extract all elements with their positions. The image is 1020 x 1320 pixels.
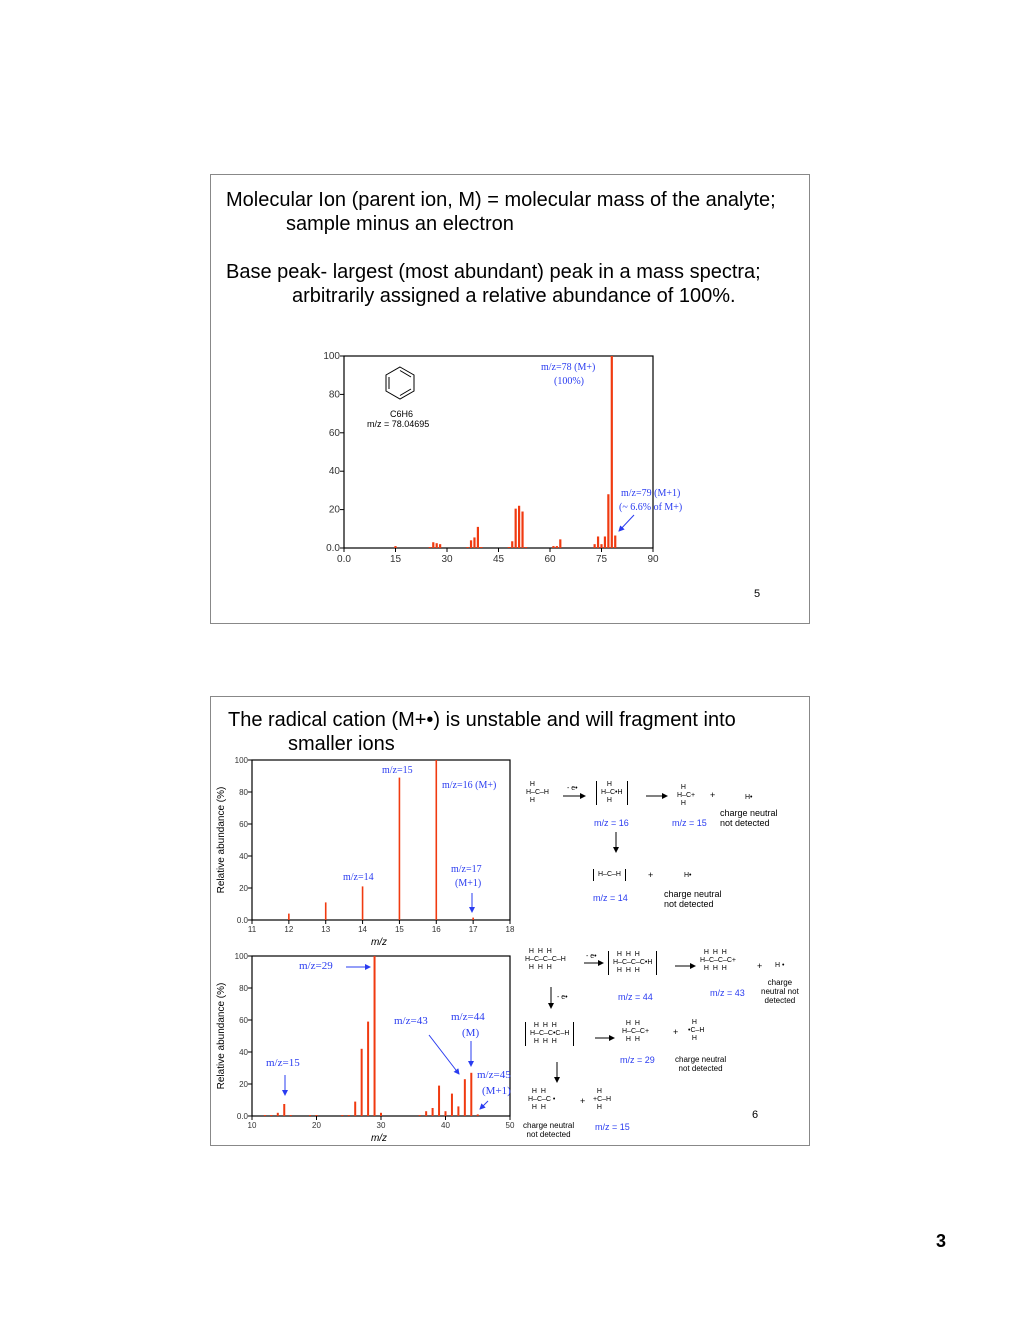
annotation-m16: m/z=16 (M+) — [442, 780, 497, 791]
y-tick-label: 100 — [234, 756, 248, 765]
bar-mz-62 — [556, 546, 558, 548]
bar-mz-15 — [399, 778, 401, 920]
x-tick-label: 12 — [284, 925, 294, 934]
bar-mz-42 — [457, 1106, 459, 1116]
y-tick-label: 40 — [239, 852, 248, 861]
y-tick-label: 0.0 — [236, 916, 248, 925]
bar-mz-27 — [436, 543, 438, 548]
annotation-m78-pct: (100%) — [554, 376, 584, 387]
annotation-m15: m/z=15 — [382, 765, 413, 776]
electron-loss-label: - e• — [567, 785, 578, 792]
mz29-label: m/z = 29 — [620, 1055, 655, 1065]
bar-mz-37 — [470, 540, 472, 548]
bar-mz-76 — [604, 536, 606, 548]
bar-mz-26 — [432, 542, 434, 548]
annotation-m14: m/z=14 — [343, 872, 374, 883]
slide-text: smaller ions — [288, 733, 395, 755]
methyl-cation: H +C–H H — [593, 1088, 612, 1111]
hydrogen-radical: H• — [745, 794, 753, 801]
ion-m43-structure: H H H H–C–C–C+ H H H — [700, 949, 736, 972]
bar-mz-16 — [435, 760, 437, 920]
formula-label: C6H6 — [390, 409, 414, 419]
bar-mz-43 — [464, 1079, 466, 1116]
slide-number: 5 — [754, 588, 761, 600]
bar-mz-28 — [367, 1022, 369, 1116]
y-tick-label: 0.0 — [236, 1112, 248, 1121]
hydrogen-radical: H • — [775, 962, 785, 969]
mz14-label: m/z = 14 — [593, 893, 628, 903]
x-tick-label: 15 — [389, 554, 402, 565]
bar-mz-13 — [325, 902, 327, 920]
ion-m29-structure: H H H–C–C+ H H — [622, 1020, 650, 1043]
ion-m14-structure: H–C–H — [593, 869, 626, 881]
bar-mz-17 — [472, 918, 474, 920]
bar-mz-61 — [552, 546, 554, 548]
bar-mz-25 — [348, 1115, 350, 1116]
x-tick-label: 11 — [247, 925, 257, 934]
bar-mz-77 — [607, 494, 609, 548]
bar-mz-51 — [518, 506, 520, 548]
bar-mz-15 — [394, 546, 396, 548]
x-tick-label: 90 — [647, 554, 659, 565]
electron-loss-label: - e• — [557, 994, 568, 1001]
x-tick-label: 60 — [544, 554, 556, 565]
y-tick-label: 80 — [239, 984, 248, 993]
bar-mz-13 — [270, 1115, 272, 1116]
bar-mz-38 — [432, 1108, 434, 1116]
y-tick-label: 40 — [239, 1048, 248, 1057]
bar-mz-78 — [611, 356, 613, 548]
mass-label: m/z = 78.04695 — [367, 419, 430, 429]
bar-mz-12 — [288, 914, 290, 920]
x-tick-label: 18 — [505, 925, 515, 934]
annotation-m79: m/z=79 (M+1) — [621, 488, 681, 499]
mz44-label: m/z = 44 — [618, 992, 653, 1002]
mz15-label: m/z = 15 — [595, 1122, 630, 1132]
y-axis-label: Relative abundance (%) — [216, 982, 227, 1090]
bar-mz-19 — [309, 1115, 311, 1116]
bar-mz-44 — [470, 1073, 472, 1116]
bar-mz-24 — [341, 1115, 343, 1116]
annotation-p44: m/z=44 — [451, 1011, 485, 1023]
bar-mz-75 — [600, 544, 602, 548]
bar-mz-28 — [439, 544, 441, 548]
plus-sign: + — [673, 1027, 679, 1037]
y-tick-label: 20 — [239, 884, 248, 893]
y-tick-label: 60 — [239, 1016, 248, 1025]
electron-loss-label: - e• — [586, 953, 597, 960]
mass-spectrum-propane — [216, 952, 515, 1144]
bar-mz-48 — [508, 547, 510, 548]
y-tick-label: 40 — [328, 466, 340, 478]
bar-mz-79 — [614, 536, 616, 548]
neutral-note: charge neutral not detected — [664, 889, 722, 909]
ion-m15-structure: H H–C+ H — [677, 784, 696, 807]
annotation-p45: m/z=45 — [477, 1069, 511, 1081]
slide-text: arbitrarily assigned a relative abundance of 100%. — [292, 285, 736, 307]
x-tick-label: 30 — [376, 1121, 386, 1130]
annotation-p29: m/z=29 — [299, 960, 333, 972]
ion-m44-structure: H H H H–C–C–C•H H H H — [608, 951, 657, 975]
y-tick-label: 60 — [239, 820, 248, 829]
bar-mz-53 — [525, 547, 527, 548]
annotation-m79-pct: (~ 6.6% of M+) — [619, 502, 683, 513]
neutral-note: charge neutral not detected — [761, 978, 799, 1005]
slide-number: 6 — [752, 1109, 759, 1121]
bar-mz-74 — [597, 536, 599, 548]
annotation-p45-label: (M+1) — [482, 1085, 511, 1097]
annotation-p15: m/z=15 — [266, 1057, 300, 1069]
x-tick-label: 15 — [394, 925, 404, 934]
bar-mz-39 — [477, 527, 479, 548]
mz43-label: m/z = 43 — [710, 988, 745, 998]
bar-mz-50 — [515, 509, 517, 548]
bar-mz-30 — [380, 1113, 382, 1116]
bar-mz-40 — [480, 547, 482, 548]
bar-mz-36 — [467, 547, 469, 548]
annotation-p43: m/z=43 — [394, 1015, 428, 1027]
bar-mz-41 — [451, 1094, 453, 1116]
bar-mz-20 — [316, 1115, 318, 1116]
mz16-label: m/z = 16 — [594, 818, 629, 828]
y-tick-label: 100 — [323, 351, 340, 362]
x-tick-label: 17 — [468, 925, 478, 934]
x-tick-label: 40 — [441, 1121, 450, 1130]
y-axis-label: Relative abundance (%) — [216, 786, 227, 894]
page-number: 3 — [936, 1231, 947, 1251]
ethyl-radical: H H H–C–C • H H — [528, 1088, 556, 1111]
x-tick-label: 45 — [492, 554, 505, 565]
neutral-note: charge neutral not detected — [675, 1055, 727, 1073]
neutral-note: charge neutral not detected — [720, 808, 778, 828]
x-tick-label: 13 — [321, 925, 331, 934]
bar-mz-29 — [374, 956, 376, 1116]
annotation-m17: m/z=17 — [451, 864, 482, 875]
bar-mz-39 — [438, 1086, 440, 1116]
x-tick-label: 75 — [595, 554, 608, 565]
x-tick-label: 50 — [505, 1121, 515, 1130]
bar-mz-36 — [419, 1115, 421, 1116]
benzene-structure-icon — [384, 365, 416, 401]
bar-mz-27 — [361, 1049, 363, 1116]
y-tick-label: 0.0 — [326, 543, 340, 554]
bar-mz-26 — [354, 1102, 356, 1116]
bar-mz-63 — [559, 539, 561, 548]
bar-mz-73 — [594, 544, 596, 548]
y-tick-label: 80 — [239, 788, 248, 797]
slide-text: Molecular Ion (parent ion, M) = molecular mass of the analyte; — [226, 189, 776, 211]
bar-mz-52 — [521, 512, 523, 548]
slide-text: Base peak- largest (most abundant) peak in a mass spectra; — [226, 261, 761, 283]
bar-mz-14 — [362, 886, 364, 920]
annotation-p44-label: (M) — [462, 1027, 480, 1039]
bar-mz-12 — [264, 1115, 266, 1116]
plus-sign: + — [710, 790, 716, 800]
x-tick-label: 16 — [431, 925, 441, 934]
bar-mz-45 — [477, 1114, 479, 1116]
bar-mz-25 — [429, 547, 431, 548]
slide-text: sample minus an electron — [286, 213, 514, 235]
x-tick-label: 30 — [441, 554, 453, 565]
hydrogen-radical: H• — [684, 872, 692, 879]
mass-spectrum-benzene — [323, 351, 659, 565]
methyl-radical: H •C–H H — [688, 1019, 705, 1042]
y-tick-label: 80 — [328, 389, 340, 401]
x-axis-label: m/z — [370, 937, 388, 948]
propane-structure: H H H H–C–C–C–H H H H — [525, 948, 566, 971]
x-tick-label: 20 — [312, 1121, 321, 1130]
x-tick-label: 0.0 — [337, 554, 351, 565]
bar-mz-49 — [511, 541, 513, 548]
y-tick-label: 20 — [239, 1080, 248, 1089]
y-tick-label: 100 — [234, 952, 248, 961]
bar-mz-40 — [445, 1111, 447, 1116]
y-tick-label: 60 — [328, 427, 340, 439]
ion-m44-alt-structure: H H H H–C–C•C–H H H H — [525, 1022, 574, 1046]
slide-text: The radical cation (M+•) is unstable and will fragment into — [228, 709, 736, 731]
bar-mz-38 — [473, 537, 475, 548]
neutral-note: charge neutral not detected — [523, 1121, 575, 1139]
ion-m16-structure: H H–C•H H — [596, 781, 628, 805]
plus-sign: + — [757, 961, 763, 971]
x-tick-label: 14 — [358, 925, 368, 934]
methane-structure: H H–C–H H — [526, 781, 549, 804]
plus-sign: + — [580, 1096, 586, 1106]
x-tick-label: 10 — [247, 1121, 257, 1130]
annotation-m17-label: (M+1) — [455, 878, 482, 889]
bar-mz-37 — [425, 1111, 427, 1116]
y-tick-label: 20 — [328, 504, 340, 516]
bar-mz-14 — [277, 1113, 279, 1116]
bar-mz-16 — [290, 1115, 292, 1116]
x-axis-label: m/z — [370, 1133, 388, 1144]
plus-sign: + — [648, 870, 654, 880]
mz15-label: m/z = 15 — [672, 818, 707, 828]
bar-mz-15 — [283, 1104, 285, 1116]
annotation-m78: m/z=78 (M+) — [541, 362, 596, 373]
